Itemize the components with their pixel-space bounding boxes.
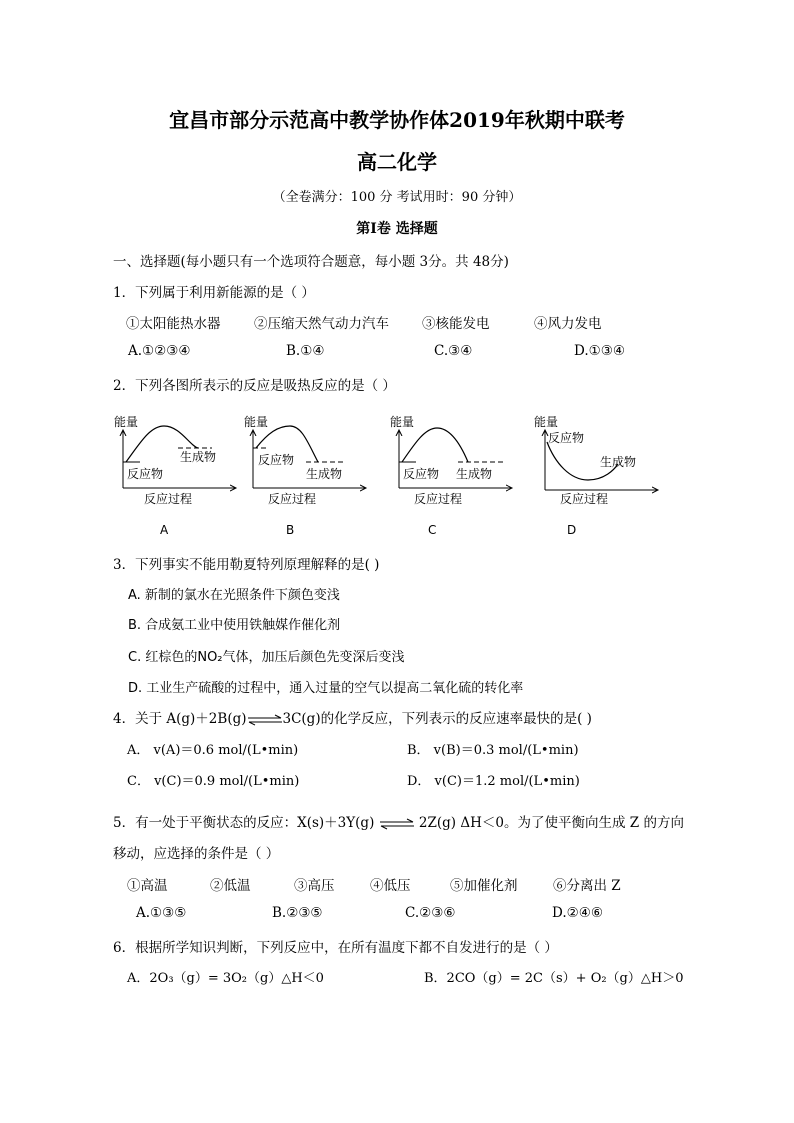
diagram-a xyxy=(114,414,236,537)
q5-stem-start: 5．有一处于平衡状态的反应：X(s)＋3Y(g) xyxy=(113,815,379,831)
q4-option-c: C． v(C)＝0.9 mol/(L•min) xyxy=(127,774,300,789)
y-axis-label: 能量 xyxy=(390,415,415,429)
q5-option-a: A.①③⑤ xyxy=(136,905,187,921)
reactant-label: 反应物 xyxy=(258,453,295,467)
q6-option-a: A．2O₃（g）= 3O₂（g）△H＜0 xyxy=(127,971,324,986)
q4-stem-start: 4．关于 A(g)＋2B(g) xyxy=(113,711,247,727)
reactant-label: 反应物 xyxy=(403,467,440,481)
q4-option-d: D． v(C)＝1.2 mol/(L•min) xyxy=(407,774,580,789)
graph-letter: D xyxy=(567,523,577,537)
q4-option-b: B． v(B)＝0.3 mol/(L•min) xyxy=(407,743,579,758)
q3-option-a: A. 新制的氯水在光照条件下颜色变浅 xyxy=(128,588,340,603)
q5-option-c: C.②③⑥ xyxy=(405,905,456,921)
product-label: 生成物 xyxy=(456,467,493,481)
energy-diagrams xyxy=(0,408,794,558)
q5-item: ④低压 xyxy=(370,878,411,894)
q1-option-b: B.①④ xyxy=(286,343,325,359)
y-axis-label: 能量 xyxy=(244,415,269,429)
product-label: 生成物 xyxy=(306,467,343,481)
exam-meta: （全卷满分：100 分 考试用时：90 分钟） xyxy=(272,190,522,205)
q5-stem-line2: 移动，应选择的条件是（ ） xyxy=(113,846,280,862)
q4-option-a: A． v(A)＝0.6 mol/(L•min) xyxy=(127,743,299,758)
x-axis-label: 反应过程 xyxy=(560,492,609,506)
q1-option-a: A.①②③④ xyxy=(128,343,191,359)
q5-stem-end: 2Z(g) ΔH＜0。为了使平衡向生成 Z 的方向 xyxy=(414,815,684,831)
q6-option-b: B．2CO（g）= 2C（s）+ O₂（g）△H＞0 xyxy=(424,971,684,986)
q6-stem: 6．根据所学知识判断，下列反应中，在所有温度下都不自发进行的是（ ） xyxy=(113,940,558,956)
reactant-label: 反应物 xyxy=(548,431,585,445)
x-axis-label: 反应过程 xyxy=(414,492,463,506)
product-label: 生成物 xyxy=(600,455,637,469)
q1-item: ①太阳能热水器 xyxy=(126,316,221,332)
q5-option-d: D.②④⑥ xyxy=(552,905,603,921)
graph-letter: A xyxy=(160,523,169,537)
exam-title: 宜昌市部分示范高中教学协作体2019年秋期中联考 xyxy=(169,108,625,132)
q1-stem: 1．下列属于利用新能源的是（ ） xyxy=(113,285,315,301)
q5-item: ②低温 xyxy=(210,878,251,894)
q3-option-d: D. 工业生产硫酸的过程中，通入过量的空气以提高二氧化硫的转化率 xyxy=(128,681,524,696)
q2-stem: 2．下列各图所表示的反应是吸热反应的是（ ） xyxy=(113,378,396,394)
x-axis-label: 反应过程 xyxy=(144,492,193,506)
equilibrium-arrow-icon xyxy=(247,714,283,726)
q5-item: ③高压 xyxy=(294,878,335,894)
q3-stem: 3．下列事实不能用勒夏特列原理解释的是( ) xyxy=(113,557,380,573)
q1-item: ④风力发电 xyxy=(534,316,602,332)
x-axis-label: 反应过程 xyxy=(268,492,317,506)
q1-item: ②压缩天然气动力汽车 xyxy=(254,316,389,332)
graph-letter: C xyxy=(428,523,437,537)
y-axis-label: 能量 xyxy=(534,415,559,429)
diagram-d xyxy=(534,414,658,537)
diagram-c xyxy=(390,414,512,537)
product-label: 生成物 xyxy=(180,450,217,464)
energy-curve xyxy=(402,428,468,462)
q5-item: ⑤加催化剂 xyxy=(450,878,518,894)
q5-option-b: B.②③⑤ xyxy=(272,905,323,921)
q3-option-b: B. 合成氨工业中使用铁触媒作催化剂 xyxy=(128,618,341,633)
q4-stem-end: 3C(g)的化学反应，下列表示的反应速率最快的是( ) xyxy=(282,711,592,727)
y-axis-label: 能量 xyxy=(114,415,139,429)
q5-stem xyxy=(113,811,684,831)
volume-title: 第Ⅰ卷 选择题 xyxy=(356,221,438,237)
graph-letter: B xyxy=(286,523,295,537)
diagram-b xyxy=(244,414,366,537)
subject-title: 高二化学 xyxy=(357,150,437,174)
q5-item: ⑥分离出 Z xyxy=(553,878,621,894)
q1-option-d: D.①③④ xyxy=(574,343,625,359)
equilibrium-arrow-icon xyxy=(379,818,415,830)
q5-item: ①高温 xyxy=(127,878,168,894)
q4-stem xyxy=(113,707,592,727)
q1-option-c: C.③④ xyxy=(434,343,473,359)
section-heading: 一、选择题(每小题只有一个选项符合题意，每小题 3分。共 48分) xyxy=(113,254,509,270)
q3-option-c: C. 红棕色的NO₂气体，加压后颜色先变深后变浅 xyxy=(128,650,405,665)
q1-item: ③核能发电 xyxy=(422,316,490,332)
reactant-label: 反应物 xyxy=(127,467,164,481)
